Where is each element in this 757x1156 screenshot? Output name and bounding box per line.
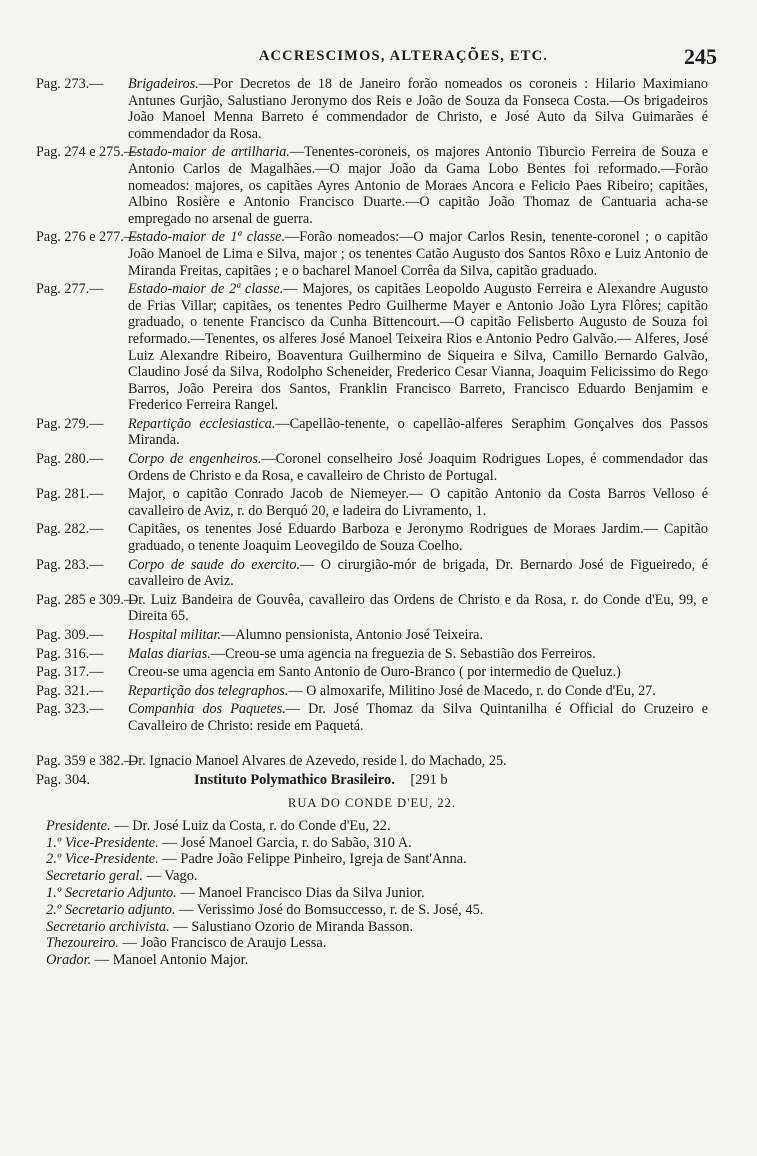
officer-role: 2.º Secretario adjunto. — [46, 901, 176, 918]
officer-row — [46, 868, 708, 885]
entry-body — [128, 281, 708, 414]
officer-row — [46, 935, 708, 952]
officer-name: — Verissimo José do Bomsuccesso, r. de S. José, 45. — [175, 901, 484, 918]
entry-body — [128, 451, 708, 484]
entry-title: Brigadeiros. — [128, 76, 199, 92]
entry-page-ref: Pag. 285 e 309.— — [36, 591, 139, 608]
entry-text: — O cirurgião-mór de brigada, Dr. Bernardo José de Figueiredo, é cavalleiro de Aviz. — [128, 556, 708, 590]
entry-text: —Creou-se uma agencia na freguezia de S. Sebastião dos Ferreiros. — [210, 645, 596, 662]
entry-title: Estado-maior de 2ª classe. — [128, 281, 284, 298]
entry-body — [128, 486, 708, 519]
entry-page-ref: Pag. 283.— — [36, 556, 104, 573]
list-item — [36, 281, 708, 414]
officer-role: Orador. — [46, 952, 92, 969]
entry-text: Dr. Luiz Bandeira de Gouvêa, cavalleiro das Ordens de Christo e da Rosa, r. do Conde d'Eu, 99, e Direita 65. — [128, 591, 708, 625]
entry-body — [128, 557, 708, 590]
institute-heading — [36, 771, 708, 789]
entry-body — [128, 416, 708, 449]
entry-title: Malas diarias. — [128, 645, 211, 662]
entry-page-ref: Pag. 282.— — [36, 521, 104, 538]
entry-text: —Alumno pensionista, Antonio José Teixeira. — [221, 627, 484, 643]
entry-body — [128, 646, 708, 663]
entry-body — [128, 683, 708, 700]
list-item — [36, 451, 708, 484]
list-item — [36, 627, 708, 644]
list-item — [36, 753, 708, 770]
entry-body — [128, 144, 708, 227]
entry-body — [128, 76, 708, 142]
entry-body — [128, 664, 708, 681]
section-gap — [36, 737, 708, 753]
entry-title: Companhia dos Paquetes. — [128, 701, 286, 718]
page-header — [90, 44, 717, 72]
entry-body — [128, 627, 708, 644]
institute-cross-ref: [291 b — [410, 772, 448, 789]
entry-text: — O almoxarife, Militino José de Macedo, r. do Conde d'Eu, 27. — [288, 682, 656, 699]
entry-text: — Majores, os capitães Leopoldo Augusto Ferreira e Alexandre Augusto de Frias Villar; capitães, os tenentes Pedro Guilherme Mayer e Antonio João Lyra Flôres; capitão graduado, o tenente Francisco da Cunha Bittencourt.—O capitão Felisberto Augusto de Souza foi reformado.—Tenentes, os alferes José Manoel Teixeira Rios e Antonio Pedro Galvão.— Alferes, José Luiz Alexandre Ribeiro, Boaventura Guilhermino de Siqueira e Silva, Camillo Bernardo Galvão, Claudino José da Silva, Rodolpho Scheneider, Frederico Cesar Vianna, Joaquim Felicissimo do Rego Barros, João Pereira dos Santos, Franklin Francisco Barreto, Francisco Eduardo Benjamim e Frederico Ferreira Rangel. — [128, 281, 709, 414]
entry-title: Estado-maior de 1ª classe. — [128, 229, 285, 246]
institute-title: Instituto Polymathico Brasileiro. — [194, 772, 395, 789]
officer-name: — Manoel Francisco Dias da Silva Junior. — [176, 884, 425, 901]
entry-page-ref: Pag. 321.— — [36, 682, 104, 699]
list-item — [36, 646, 708, 663]
institute-address: RUA DO CONDE D'EU, 22. — [287, 796, 456, 811]
officer-row — [46, 851, 708, 868]
officer-role: 1.º Secretario Adjunto. — [46, 884, 177, 901]
entry-body — [128, 229, 708, 279]
list-item — [36, 416, 708, 449]
officer-role: Secretario archivista. — [46, 918, 170, 935]
list-item — [36, 521, 708, 554]
officer-row — [46, 952, 708, 969]
officer-role: Presidente. — [46, 817, 111, 834]
entry-title: Repartição dos telegraphos. — [128, 682, 289, 699]
entry-title: Hospital militar. — [128, 627, 222, 643]
entry-title: Corpo de saude do exercito. — [128, 556, 301, 573]
officer-name: — Salustiano Ozorio de Miranda Basson. — [169, 918, 414, 935]
entry-text: —Capellão-tenente, o capellão-alferes Seraphim Gonçalves dos Passos Miranda. — [128, 415, 708, 449]
officer-role: Thezoureiro. — [46, 935, 119, 952]
entry-page-ref: Pag. 309.— — [36, 627, 104, 643]
institute-page-ref: Pag. 304. — [36, 772, 90, 789]
officer-row — [46, 885, 708, 902]
entry-text: Major, o capitão Conrado Jacob de Niemeyer.— O capitão Antonio da Costa Barros Velloso é cavalleiro de Aviz, r. do Berquó 20, e ladeira do Livramento, 1. — [128, 486, 708, 519]
entry-page-ref: Pag. 317.— — [36, 664, 104, 681]
entry-page-ref: Pag. 281.— — [36, 486, 104, 503]
list-item — [36, 683, 708, 700]
list-item — [36, 701, 708, 734]
entry-text: — Dr. José Thomaz da Silva Quintanilha é Official do Cruzeiro e Cavalleiro de Christo: reside em Paquetá. — [128, 701, 708, 734]
entry-body — [128, 701, 708, 734]
entry-text: Capitães, os tenentes José Eduardo Barboza e Jeronymo Rodrigues de Moraes Jardim.— Capitão graduado, o tenente Joaquim Leovegildo de Souza Coelho. — [128, 521, 708, 555]
officer-name: — Vago. — [142, 868, 198, 885]
list-item — [36, 486, 708, 519]
officer-role: Secretario geral. — [46, 868, 143, 885]
entry-page-ref: Pag. 276 e 277.— — [36, 229, 139, 246]
page-number: 245 — [684, 44, 717, 69]
officer-role: 2.º Vice-Presidente. — [46, 851, 159, 868]
list-item — [36, 229, 708, 279]
entry-body — [128, 521, 708, 554]
officer-name: — José Manoel Garcia, r. do Sabão, 310 A. — [158, 834, 412, 851]
entry-text: —Tenentes-coroneis, os majores Antonio Tiburcio Ferreira de Souza e Antonio Carlos de Magalhães.—O major João da Gama Lobo Bentes foi reformado.—Forão nomeados: majores, os capitães Ayres Antonio de Moraes Ancora e Felicio Paes Ribeiro; capitães, Albino Rosière e Antonio Francisco Duarte.—O capitão João Thomaz de Cantuaria acha-se empregado no arsenal de guerra. — [128, 144, 708, 227]
officer-name: — Padre João Felippe Pinheiro, Igreja de Sant'Anna. — [158, 851, 467, 868]
list-item — [36, 144, 708, 227]
list-item — [36, 557, 708, 590]
running-title: ACCRESCIMOS, ALTERAÇÕES, ETC. — [258, 48, 549, 64]
entry-page-ref: Pag. 274 e 275.— — [36, 144, 139, 161]
entry-text: —Coronel conselheiro José Joaquim Rodrigues Lopes, é commendador das Ordens de Christo e da Rosa, e cavalleiro de Christo de Portugal. — [128, 451, 708, 484]
officer-name: — Manoel Antonio Major. — [91, 952, 249, 969]
entry-body — [128, 753, 708, 770]
officer-name: — Dr. José Luiz da Costa, r. do Conde d'Eu, 22. — [110, 817, 391, 834]
list-item — [36, 664, 708, 681]
entry-text: —Por Decretos de 18 de Janeiro forão nomeados os coroneis : Hilario Maximiano Antunes Gurjão, Salustiano Jeronymo dos Reis e João de Souza da Fonseca Costa.—Os brigadeiros João Manoel Menna Barreto é commendador de Christo, e José Auto da Silva Guimarães é commendador da Rosa. — [128, 76, 708, 142]
entry-title: Repartição ecclesiastica. — [128, 415, 276, 432]
entry-page-ref: Pag. 359 e 382.— — [36, 752, 139, 769]
entry-page-ref: Pag. 323.— — [36, 701, 104, 718]
officer-name: — João Francisco de Araujo Lessa. — [118, 935, 327, 952]
officer-row — [46, 902, 708, 919]
entry-body — [128, 592, 708, 625]
entry-text: —Forão nomeados:—O major Carlos Resin, tenente-coronel ; o capitão João Manoel de Lima e Silva, major ; os tenentes Catão Augusto dos Santos Rôxo e Luiz Antonio de Miranda Freitas, capitães ; e o bacharel Manoel Corrêa da Silva, capitão graduado. — [128, 229, 708, 279]
officers-list — [36, 818, 708, 969]
entry-page-ref: Pag. 316.— — [36, 645, 104, 662]
entry-page-ref: Pag. 277.— — [36, 281, 104, 298]
entry-text: Dr. Ignacio Manoel Alvares de Azevedo, reside l. do Machado, 25. — [128, 752, 507, 769]
entry-title: Corpo de engenheiros. — [128, 451, 262, 468]
list-item — [36, 592, 708, 625]
entry-title: Estado-maior de artilharia. — [128, 144, 290, 161]
list-item — [36, 76, 708, 142]
entry-page-ref: Pag. 273.— — [36, 76, 104, 92]
entry-page-ref: Pag. 279.— — [36, 415, 104, 432]
entry-text: Creou-se uma agencia em Santo Antonio de Ouro-Branco ( por intermedio de Queluz.) — [128, 664, 621, 681]
entry-page-ref: Pag. 280.— — [36, 451, 104, 468]
entries-list — [36, 76, 708, 969]
officer-row — [46, 919, 708, 936]
officer-role: 1.º Vice-Presidente. — [46, 834, 159, 851]
officer-row — [46, 818, 708, 835]
officer-row — [46, 835, 708, 852]
